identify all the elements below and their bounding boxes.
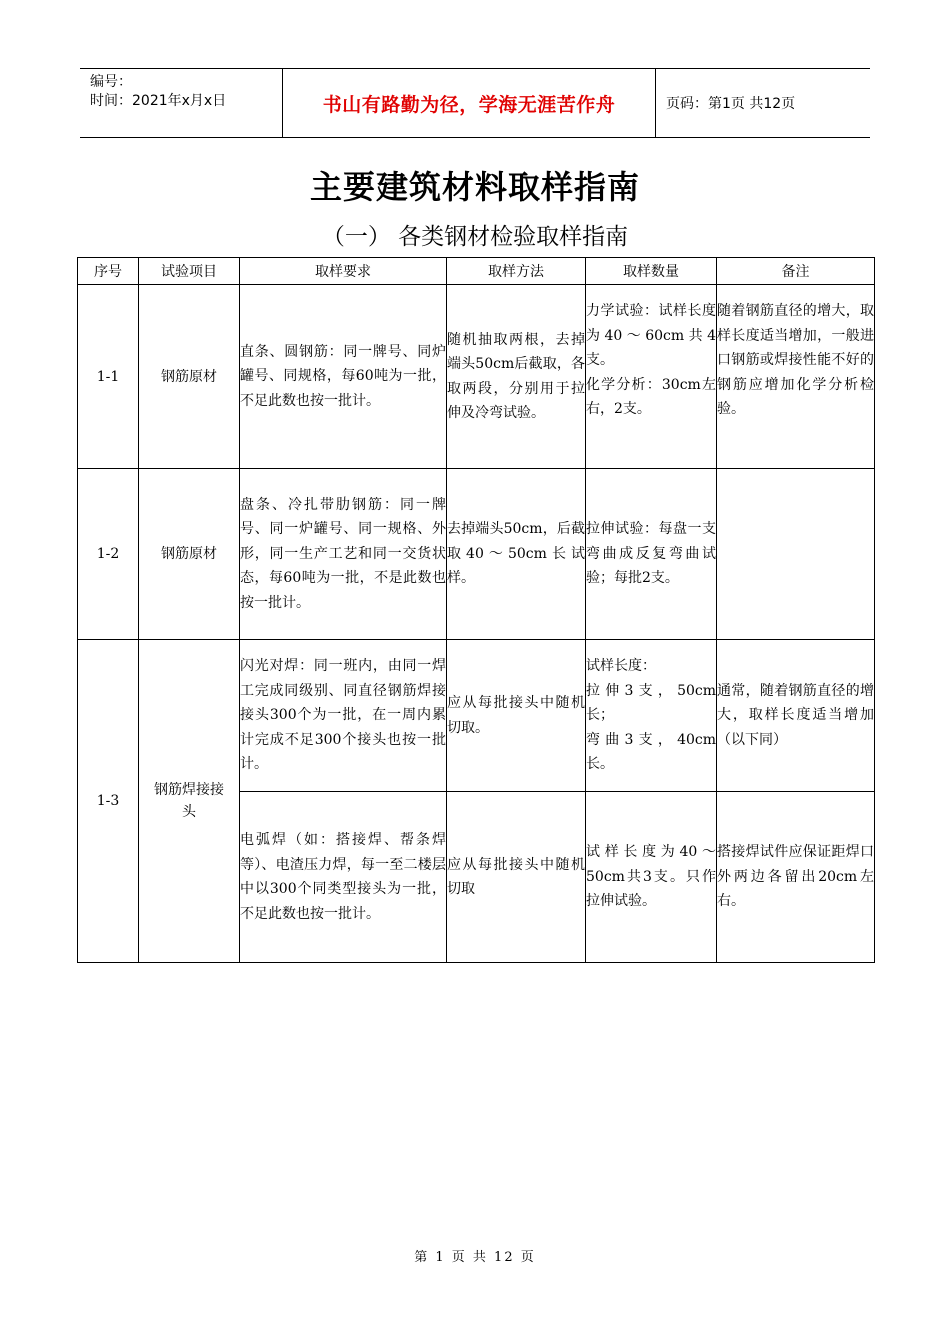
header-cell-quantity: 取样数量 <box>586 258 717 285</box>
row-quantity: 试样长度为40～50cm共3支。只作拉伸试验。 <box>586 792 717 963</box>
row-method: 去掉端头50cm，后截取40～50cm长试样。 <box>447 469 586 640</box>
row-requirement: 闪光对焊：同一班内，由同一焊工完成同级别、同直径钢筋焊接接头300个为一批，在一周内累计完成不足300个接头也按一批计。 <box>240 640 447 792</box>
row-no: 1-3 <box>78 640 139 963</box>
sampling-table <box>77 257 875 963</box>
header-meta <box>80 69 282 137</box>
time-label: 时间：2021年x月x日 <box>90 93 227 109</box>
row-method: 应从每批接头中随机切取 <box>447 792 586 963</box>
page-title: 主要建筑材料取样指南 <box>309 168 640 206</box>
row-item: 钢筋原材 <box>139 469 240 640</box>
document-header <box>80 68 870 138</box>
header-cell-note: 备注 <box>717 258 875 285</box>
header-cell-method: 取样方法 <box>447 258 586 285</box>
row-requirement: 直条、圆钢筋：同一牌号、同炉罐号、同规格，每60吨为一批，不足此数也按一批计。 <box>240 285 447 469</box>
table-row <box>78 285 875 469</box>
table-row <box>78 640 875 792</box>
row-quantity: 拉伸试验：每盘一支弯曲成反复弯曲试验；每批2支。 <box>586 469 717 640</box>
row-note: 随着钢筋直径的增大，取样长度适当增加，一般进口钢筋或焊接性能不好的钢筋应增加化学分析检验。 <box>717 285 875 469</box>
row-item: 钢筋原材 <box>139 285 240 469</box>
page-footer: 第 1 页 共 12 页 <box>414 1250 536 1265</box>
row-requirement: 电弧焊（如：搭接焊、帮条焊等）、电渣压力焊，每一至二楼层中以300个同类型接头为一批，不足此数也按一批计。 <box>240 792 447 963</box>
header-page-info: 页码：第1页 共12页 <box>666 96 796 112</box>
row-note: 搭接焊试件应保证距焊口外两边各留出20cm左右。 <box>717 792 875 963</box>
number-label: 编号： <box>90 74 132 90</box>
row-no: 1-2 <box>78 469 139 640</box>
header-cell-no: 序号 <box>78 258 139 285</box>
row-note <box>717 469 875 640</box>
row-requirement: 盘条、冷扎带肋钢筋：同一牌号、同一炉罐号、同一规格、外形，同一生产工艺和同一交货状态，每60吨为一批，不是此数也按一批计。 <box>240 469 447 640</box>
header-cell-item: 试验项目 <box>139 258 240 285</box>
row-quantity: 试样长度： 拉伸3支，50cm长； 弯曲3支，40cm长。 <box>586 640 717 792</box>
row-method: 应从每批接头中随机切取。 <box>447 640 586 792</box>
row-no: 1-1 <box>78 285 139 469</box>
table-header-row <box>78 258 875 285</box>
header-cell-requirement: 取样要求 <box>240 258 447 285</box>
table-row <box>78 469 875 640</box>
row-method: 随机抽取两根，去掉端头50cm后截取，各取两段，分别用于拉伸及冷弯试验。 <box>447 285 586 469</box>
row-note: 通常，随着钢筋直径的增大，取样长度适当增加（以下同） <box>717 640 875 792</box>
section-subtitle: （一） 各类钢材检验取样指南 <box>321 224 629 250</box>
row-quantity: 力学试验：试样长度为40～60cm共4支。 化学分析：30cm左右，2支。 <box>586 285 717 469</box>
header-motto: 书山有路勤为径，学海无涯苦作舟 <box>282 69 656 137</box>
row-item: 钢筋焊接接头 <box>139 640 240 963</box>
